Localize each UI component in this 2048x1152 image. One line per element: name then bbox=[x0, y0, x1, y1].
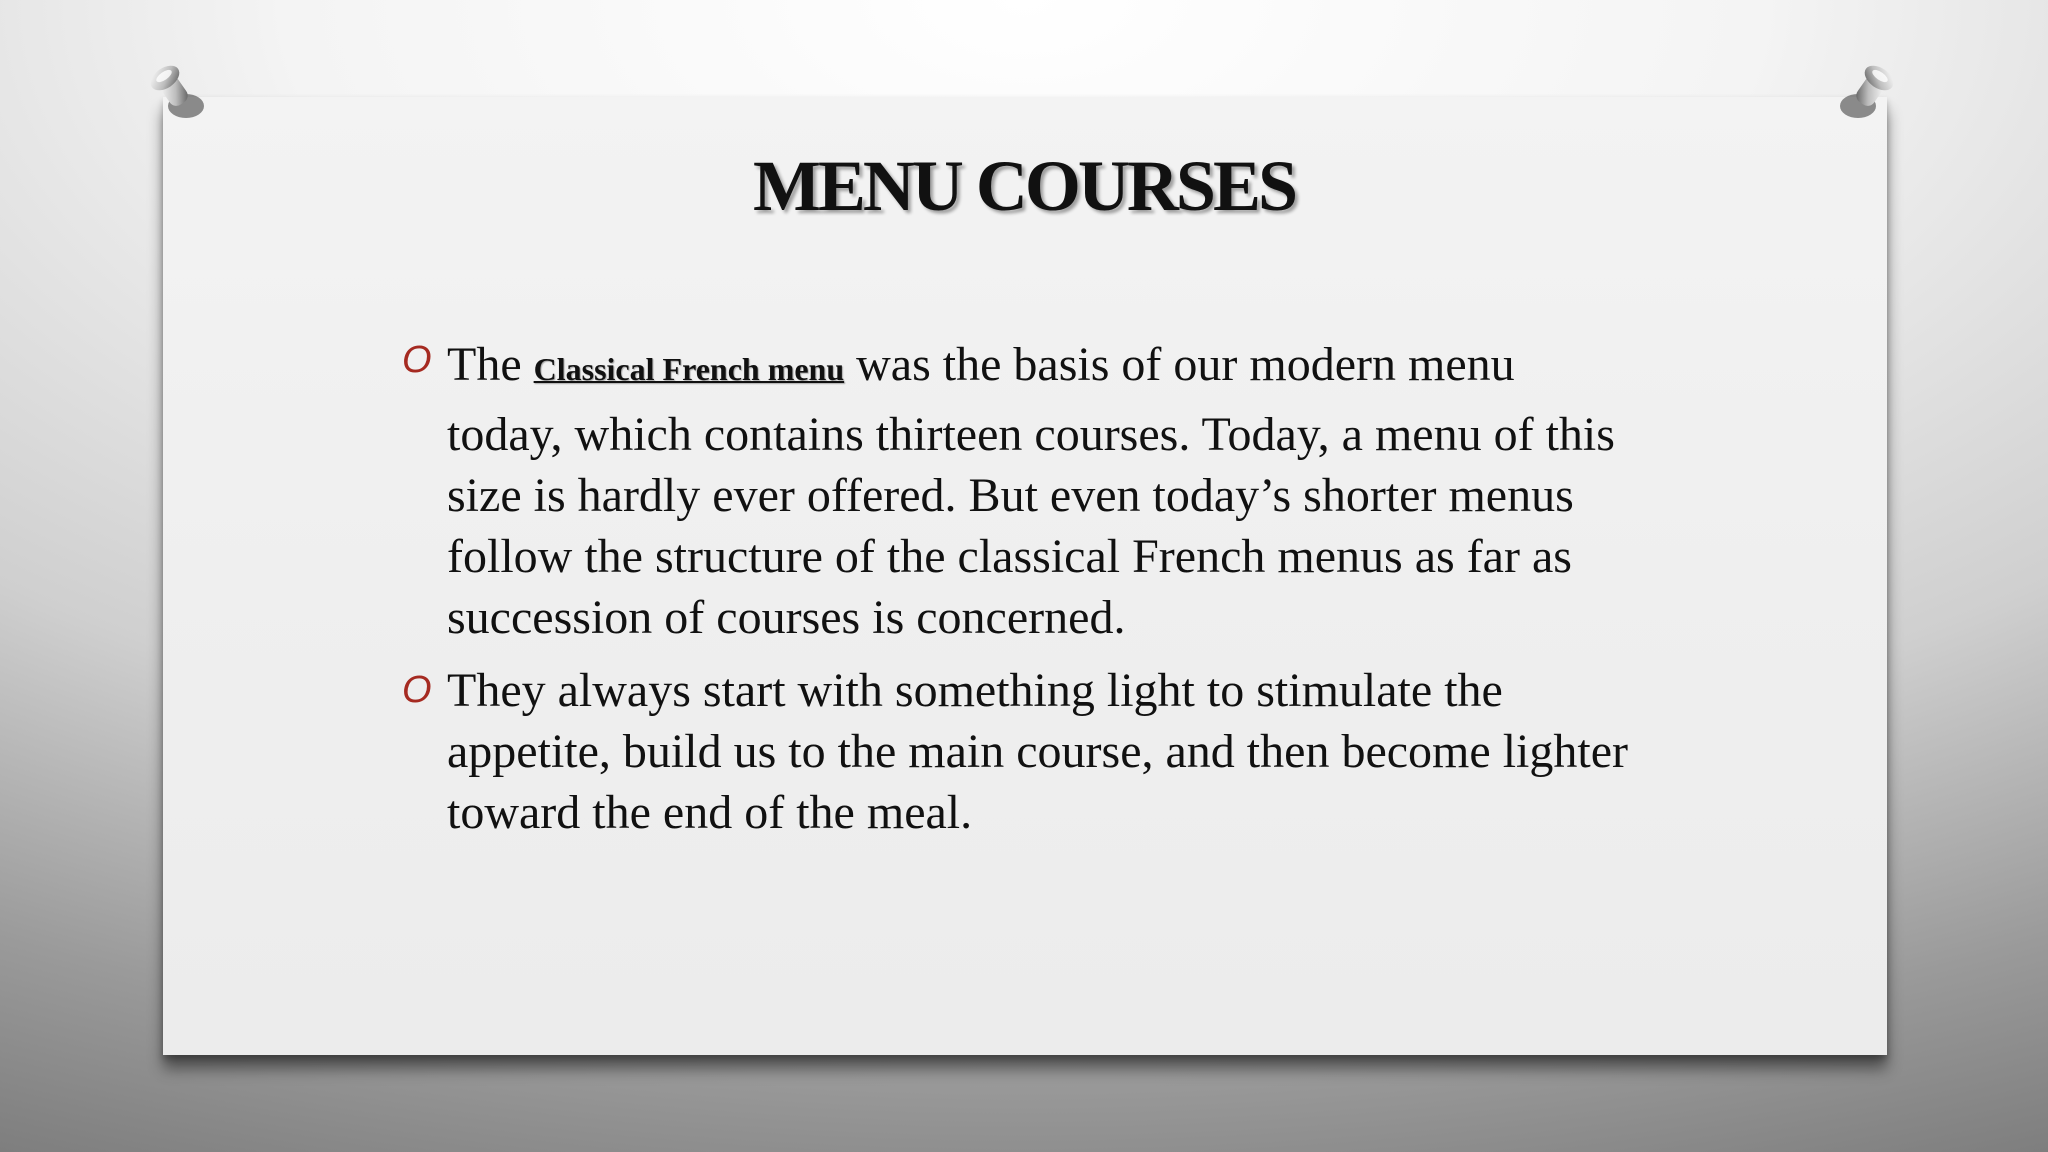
classical-french-menu-term: Classical French menu bbox=[533, 351, 845, 387]
pushpin-icon bbox=[1830, 56, 1904, 130]
bullet-list bbox=[402, 330, 1662, 855]
list-item bbox=[402, 660, 1662, 843]
bullet-first-line-rest: was the basis of our modern menu bbox=[844, 338, 1515, 391]
bullet-text: today, which contains thirteen courses. Today, a menu of this size is hardly ever offered. But even today’s shorter menus follow the structure of the classical French menus as far as succession of courses is concerned. bbox=[447, 408, 1615, 644]
bullet-text: They always start with something light to stimulate the appetite, build us to the main course, and then become lighter toward the end of the meal. bbox=[447, 664, 1628, 839]
bullet-marker: O bbox=[402, 339, 432, 381]
list-item bbox=[402, 330, 1662, 648]
bullet-first-line bbox=[447, 330, 1662, 404]
bullet-prefix: The bbox=[447, 338, 534, 391]
slide-title: MENU COURSES bbox=[752, 146, 1296, 226]
bullet-marker: O bbox=[402, 669, 432, 711]
pushpin-icon bbox=[140, 56, 214, 130]
